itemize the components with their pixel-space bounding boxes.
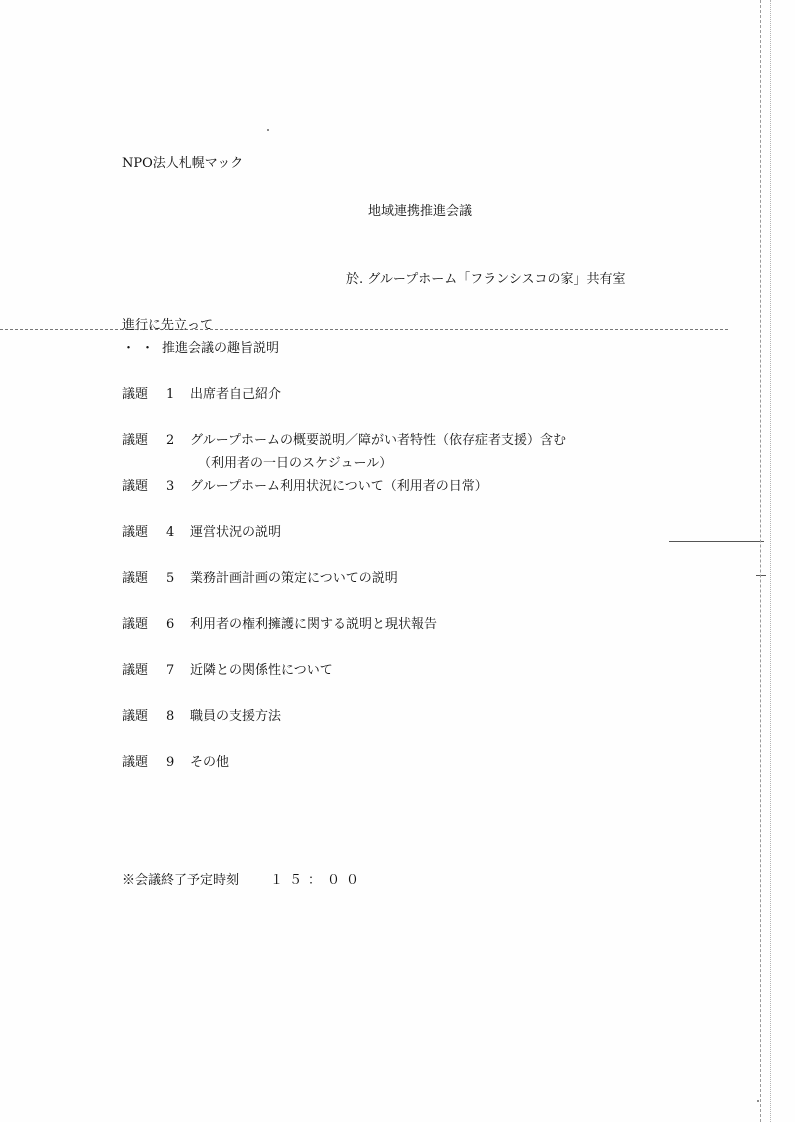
agenda-label: 議題 [122, 479, 149, 494]
meeting-title-text: 地域連携推進会議 [367, 204, 472, 219]
agenda-item-text: グループホームの概要説明／障がい者特性（依存症者支援）含む [190, 433, 566, 448]
end-time-note: ※会議終了予定時刻 [122, 873, 240, 888]
agenda-number: 4 [166, 525, 175, 540]
scan-line-artifact [669, 541, 764, 542]
agenda-number: 6 [166, 617, 175, 632]
intro-bullet: ・・ [122, 341, 161, 356]
agenda-label: 議題 [122, 755, 149, 770]
agenda-item-text: 職員の支援方法 [190, 709, 282, 724]
intro-item [122, 341, 279, 357]
agenda-item-text: グループホーム利用状況について（利用者の日常） [190, 479, 488, 494]
agenda-item-text: 利用者の権利擁護に関する説明と現状報告 [190, 617, 438, 632]
agenda-label: 議題 [122, 663, 149, 678]
agenda-label: 議題 [122, 571, 149, 586]
meeting-venue: 於. グループホーム「フランシスコの家」共有室 [346, 272, 626, 287]
agenda-item-subtext: （利用者の一日のスケジュール） [198, 456, 393, 471]
organization-name: NPO法人札幌マック [122, 156, 244, 171]
agenda-label: 議題 [122, 387, 149, 402]
agenda-number: 5 [166, 571, 175, 586]
agenda-item-text: その他 [190, 755, 230, 770]
agenda-item-text: 近隣との関係性について [190, 663, 333, 678]
agenda-number: 1 [166, 387, 175, 402]
agenda-label: 議題 [122, 525, 149, 540]
agenda-number: 2 [166, 433, 175, 448]
meeting-title [0, 204, 795, 220]
scan-edge-artifact [760, 0, 762, 1122]
agenda-item-text: 業務計画計画の策定についての説明 [190, 571, 398, 586]
intro-item-text: 推進会議の趣旨説明 [162, 341, 280, 356]
agenda-number: 3 [166, 479, 175, 494]
scan-line-artifact [0, 329, 728, 331]
agenda-label: 議題 [122, 433, 149, 448]
agenda-number: 8 [166, 709, 175, 724]
intro-heading: 進行に先立って [122, 318, 214, 333]
agenda-number: 7 [166, 663, 175, 678]
end-time-value: １５：００ [270, 873, 366, 888]
agenda-number: 9 [166, 755, 175, 770]
agenda-label: 議題 [122, 709, 149, 724]
agenda-label: 議題 [122, 617, 149, 632]
agenda-item-text: 運営状況の説明 [190, 525, 282, 540]
scan-speck [757, 1100, 759, 1102]
scan-speck [267, 129, 269, 131]
scan-edge-artifact [770, 0, 772, 1122]
agenda-item-text: 出席者自己紹介 [190, 387, 282, 402]
